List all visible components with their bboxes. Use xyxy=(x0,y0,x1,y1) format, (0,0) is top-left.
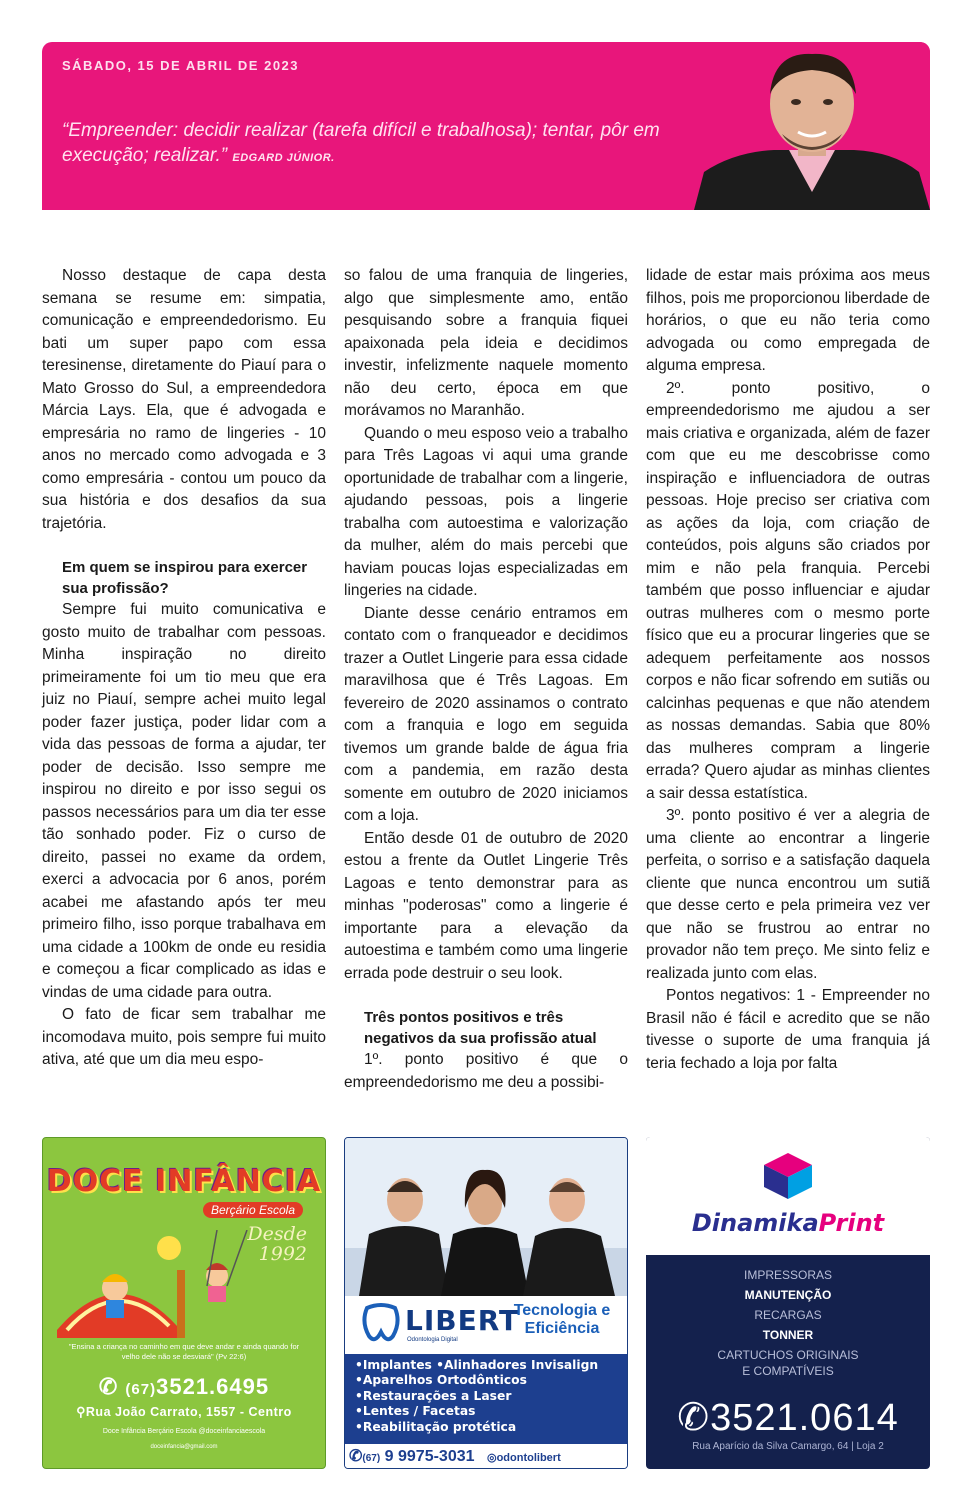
children-slide-illustration xyxy=(57,1230,257,1338)
list-item: E COMPATÍVEIS xyxy=(742,1364,834,1378)
subheading: Em quem se inspirou para exercer sua profissão? xyxy=(62,559,308,597)
article-column-1 xyxy=(42,265,326,1072)
list-item: IMPRESSORAS xyxy=(743,1268,833,1282)
address-text: Rua João Carrato, 1557 - Centro xyxy=(85,1405,292,1419)
instagram-icon: ◎ xyxy=(486,1452,497,1464)
paragraph: Quando o meu esposo veio a trabalho para Três Lagoas vi aqui uma grande oportunidade de trabalhar com a lingerie, ajudando pessoas, pois a lingerie trabalha com autoestima e valorização da mulher, além do mais percebi que haviam poucas lojas especializadas em lingeries na cidade. xyxy=(344,424,628,599)
ad-verse: "Ensina a criança no caminho em que deve andar e ainda quando for velho dele não se desviará" (Pv 22:6) xyxy=(68,1342,300,1361)
list-item: TONNER xyxy=(762,1328,814,1342)
phone-number: 9 9975-3031 xyxy=(384,1448,475,1465)
dentists-photo xyxy=(345,1138,628,1296)
paragraph: Então desde 01 de outubro de 2020 estou a frente da Outlet Lingerie Três Lagoas e tento demonstrar para as minhas "poderosas" como a lingerie é importante para a elevação da autoestima e também como uma lingerie errada pode destruir o seu look. xyxy=(344,829,628,982)
list-item: •Reabilitação protética xyxy=(355,1419,517,1434)
ad-doce-infancia[interactable] xyxy=(42,1137,326,1469)
phone-area: (67) xyxy=(125,1381,157,1398)
instagram-handle[interactable] xyxy=(487,1452,561,1464)
paragraph: Pontos negativos: 1 - Empreender no Brasil não é fácil e acredito que se não tivesse o suporte de uma franquia já teria fechado a loja por falta xyxy=(646,987,930,1072)
quote-text: “Empreender: decidir realizar (tarefa difícil e trabalhosa); tentar, pôr em execução; realizar.” xyxy=(62,120,660,166)
ad-tagline: Tecnologia e Eficiência xyxy=(513,1302,611,1337)
ad-phone[interactable] xyxy=(43,1374,325,1400)
subheading: Três pontos positivos e três negativos da sua profissão atual xyxy=(364,1009,597,1047)
services-list xyxy=(646,1265,930,1381)
paragraph: 3º. ponto positivo é ver a alegria de uma cliente ao encontrar a lingerie perfeita, o sorriso e a satisfação daquela cliente que nunca encontrou um sutiã que desse certo e pela primeira vez ver que não se frustrou ao entrar no provador não tem preço. Me sinto feliz e realizada junto com elas. xyxy=(646,807,930,982)
paragraph: so falou de uma franquia de lingeries, algo que simplesmente amo, então pesquisando sobre a franquia fiquei apaixonada pela ideia e decidimos investir, infelizmente naquele momento não deu certo, época em que morávamos no Maranhão. xyxy=(344,267,628,419)
ad-libert[interactable] xyxy=(344,1137,628,1469)
quote-author: EDGARD JÚNIOR. xyxy=(232,152,335,164)
list-item: •Implantes •Alinhadores Invisalign xyxy=(355,1358,599,1372)
services-list xyxy=(345,1354,628,1444)
article-column-3 xyxy=(646,265,930,1075)
paragraph: Nosso destaque de capa desta semana se resume em: simpatia, comunicação e empreendedorismo. Eu bati um super papo com essa teresinense, diretamente do Piauí para o Mato Grosso do Sul, a empreendedora Márcia Lays. Ela, que é advogada e empresária no ramo de lingeries - 10 anos no mercado como advogada e 3 como empresária - contou um pouco da sua história e dos desafios da sua trajetória. xyxy=(42,267,326,532)
list-item: •Aparelhos Ortodônticos xyxy=(355,1373,527,1388)
paragraph: 2º. ponto positivo, o empreendedorismo me ajudou a ser mais criativa e organizada, além de fazer com que eu me descobrisse como inspiração e influenciadora de outras pessoas. Hoje preciso ser criativa com as ações da loja, com criação de conteúdos, pois alguns são criados por mim e não pela franquia. Percebi também que posso influenciar e ajudar outras mulheres com o mesmo porte físico que eu a procurar lingeries que se adequem perfeitamente aos nossos corpos e não ficar sofrendo em sutiãs ou calcinhas pequenas e que não atendem as nossas demandas. Sabia que 80% das mulheres compram a lingerie errada? Quero ajudar as minhas clientes a sair dessa estatística. xyxy=(646,379,930,802)
header-banner xyxy=(42,42,930,210)
paragraph: O fato de ficar sem trabalhar me incomodava muito, pois sempre fui muito ativa, até que um dia meu espo- xyxy=(42,1006,326,1068)
logo-part: Print xyxy=(818,1209,885,1237)
phone-icon: ✆ xyxy=(677,1397,711,1439)
paragraph: 1º. ponto positivo é que o empreendedorismo me deu a possibi- xyxy=(344,1051,628,1091)
printer-cube-icon xyxy=(762,1151,814,1201)
header-quote xyxy=(62,118,662,171)
paragraph: Sempre fui muito comunicativa e gosto muito de trabalhar com pessoas. Minha inspiração no direito primeiramente foi um tio meu que era juiz no Piauí, sempre achei muito legal poder fazer justiça, poder lidar com a vida das pessoas de forma a ajudar, ter poder de decisão. Isso sempre me inspirou no direito e por isso segui os passos necessários para um dia ter esse tão sonhado poder. Fiz o curso de direito, passei no exame da ordem, exerci a advocacia por 6 anos, porém acabei me afastando após ter meu primeiro filho, isso porque trabalhava em uma cidade a 100km de onde eu residia e começou a ficar complicado as idas e vindas de uma cidade para outra. xyxy=(42,601,326,1001)
list-item: •Lentes / Facetas xyxy=(355,1404,476,1419)
tooth-logo-icon xyxy=(359,1302,403,1346)
instagram-text: odontolibert xyxy=(496,1452,561,1464)
ad-logo-subtitle: Odontologia Digital xyxy=(407,1337,458,1343)
phone-area: (67) xyxy=(362,1453,381,1464)
ad-subtitle: Berçário Escola xyxy=(203,1202,303,1218)
logo-part: Dinamika xyxy=(691,1209,819,1237)
ad-phone[interactable] xyxy=(646,1395,930,1440)
ad-since: Desde 1992 xyxy=(247,1223,307,1265)
location-pin-icon: ⚲ xyxy=(76,1405,86,1419)
list-item: MANUTENÇÃO xyxy=(744,1288,832,1302)
phone-number: 3521.0614 xyxy=(710,1397,899,1439)
paragraph: Diante desse cenário entramos em contato com o franqueador e decidimos trazer a Outlet Lingerie para essa cidade maravilhosa que é Três Lagoas. Em fevereiro de 2020 assinamos o contrato com a franquia e logo em seguida tivemos um grande balde de água fria com a pandemia, em razão desta somente em outubro de 2020 iniciamos com a loja. xyxy=(344,604,628,824)
ad-logo-text xyxy=(646,1209,930,1237)
ad-address xyxy=(43,1404,325,1419)
ad-email: doceinfancia@gmail.com xyxy=(150,1444,218,1450)
phone-number: 3521.6495 xyxy=(156,1374,270,1399)
ad-social: Doce Infância Berçário Escola @doceinfanciaescola xyxy=(102,1428,266,1435)
whatsapp-icon: ✆ xyxy=(349,1448,363,1465)
paragraph: lidade de estar mais próxima aos meus filhos, pois me proporcionou liberdade de horários, o que eu não teria como advogada ou como empregada de alguma empresa. xyxy=(646,267,930,374)
ad-address: Rua Aparício da Silva Camargo, 64 | Loja 2 xyxy=(692,1441,884,1452)
list-item: •Restaurações a Laser xyxy=(355,1388,512,1403)
ad-contact[interactable] xyxy=(345,1444,628,1469)
columnist-portrait xyxy=(694,42,930,210)
list-item: CARTUCHOS ORIGINAIS xyxy=(717,1348,859,1362)
ad-dinamika-print[interactable] xyxy=(646,1137,930,1469)
issue-date: SÁBADO, 15 DE ABRIL DE 2023 xyxy=(62,58,300,73)
whatsapp-icon: ✆ xyxy=(98,1374,126,1399)
ad-logo-text: DOCE INFÂNCIA xyxy=(46,1164,322,1199)
article-column-2 xyxy=(344,265,628,1094)
list-item: RECARGAS xyxy=(754,1308,822,1322)
ad-logo-text: LIBERT xyxy=(405,1304,520,1337)
